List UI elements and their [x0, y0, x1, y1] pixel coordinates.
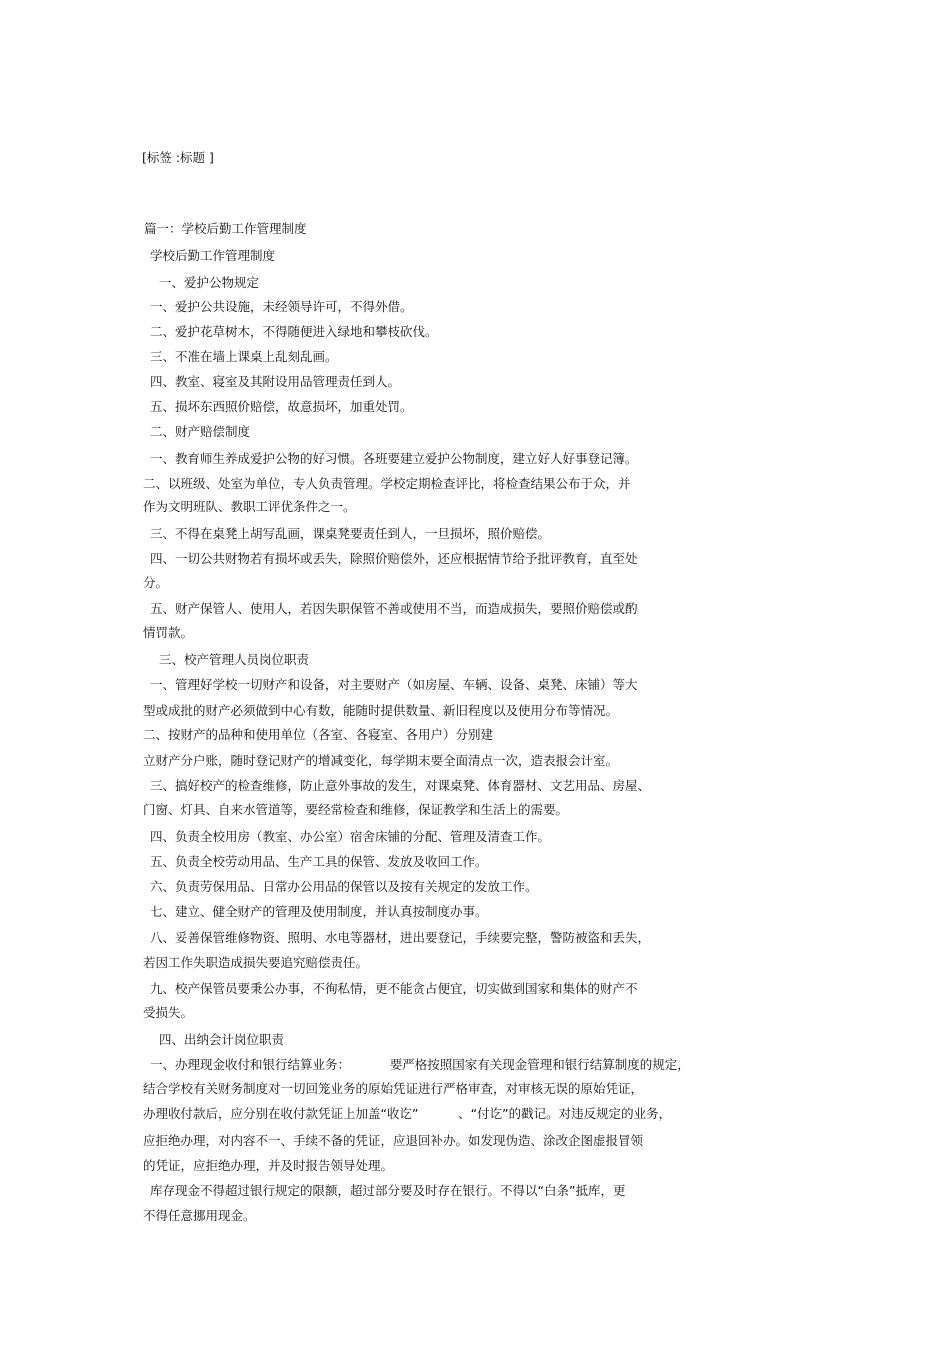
paragraph-line: 二、以班级、处室为单位，专人负责管理。学校定期检查评比，将检查结果公布于众，并	[143, 476, 631, 491]
paragraph-line: 三、不得在桌凳上胡写乱画，课桌凳要责任到人，一旦损坏，照价赔偿。	[150, 526, 551, 541]
paragraph-line: 一、教育师生养成爱护公物的好习惯。各班要建立爱护公物制度，建立好人好事登记簿。	[150, 451, 638, 466]
article-heading: 篇一：学校后勤工作管理制度	[144, 221, 307, 236]
paragraph-line: 门窗、灯具、自来水管道等，要经常检查和维修，保证教学和生活上的需要。	[143, 802, 569, 817]
paragraph-line: 五、损坏东西照价赔偿，故意损坏，加重处罚。	[150, 399, 413, 414]
section-heading: 三、校产管理人员岗位职责	[159, 652, 310, 667]
paragraph-line: 六、负责劳保用品、日常办公用品的保管以及按有关规定的发放工作。	[150, 879, 538, 894]
paragraph-line: 八、妥善保管维修物资、照明、水电等器材，进出要登记，手续要完整，警防被盗和丢失，	[150, 930, 651, 945]
paragraph-line: 一、办理现金收付和银行结算业务： 要严格按照国家有关现金管理和银行结算制度的规定，	[150, 1057, 690, 1072]
tag-line: [标签 :标题 ]	[142, 150, 214, 165]
section-heading: 一、爱护公物规定	[159, 275, 260, 290]
paragraph-line: 情罚款。	[143, 625, 194, 640]
paragraph-line: 受损失。	[143, 1005, 194, 1020]
paragraph-line: 办理收付款后，应分别在收付款凭证上加盖“收讫” 、“付讫”的戳记。对违反规定的业务，	[143, 1106, 672, 1121]
paragraph-line: 分。	[143, 575, 169, 590]
paragraph-line: 一、爱护公共设施，未经领导许可，不得外借。	[150, 299, 413, 314]
paragraph-line: 一、管理好学校一切财产和设备，对主要财产（如房屋、车辆、设备、桌凳、床铺）等大	[150, 677, 638, 692]
paragraph-line: 库存现金不得超过银行规定的限额，超过部分要及时存在银行。不得以“白条”抵库，更	[150, 1183, 626, 1198]
paragraph-line: 四、负责全校用房（教室、办公室）宿舍床铺的分配、管理及清查工作。	[150, 829, 551, 844]
document-title: 学校后勤工作管理制度	[150, 248, 276, 263]
section-heading: 二、财产赔偿制度	[150, 424, 251, 439]
paragraph-line: 四、教室、寝室及其附设用品管理责任到人。	[150, 374, 401, 389]
paragraph-line: 立财产分户账，随时登记财产的增减变化，每学期末要全面清点一次，造表报会计室。	[143, 753, 619, 768]
paragraph-line: 型或成批的财产必须做到中心有数，能随时提供数量、新旧程度以及使用分布等情况。	[143, 703, 619, 718]
paragraph-line: 作为文明班队、教职工评优条件之一。	[143, 499, 356, 514]
paragraph-line: 九、校产保管员要秉公办事，不徇私情，更不能贪占便宜，切实做到国家和集体的财产不	[150, 981, 638, 996]
paragraph-line: 三、不准在墙上课桌上乱刻乱画。	[150, 349, 338, 364]
paragraph-line: 五、财产保管人、使用人，若因失职保管不善或使用不当，而造成损失，要照价赔偿或酌	[150, 601, 638, 616]
paragraph-line: 应拒绝办理，对内容不一、手续不备的凭证，应退回补办。如发现伪造、涂改企图虚报冒领	[143, 1133, 644, 1148]
paragraph-line: 二、按财产的品种和使用单位（各室、各寝室、各用户）分别建	[143, 727, 494, 742]
paragraph-line: 不得任意挪用现金。	[143, 1208, 256, 1223]
paragraph-line: 若因工作失职造成损失要追究赔偿责任。	[143, 955, 369, 970]
section-heading: 四、出纳会计岗位职责	[159, 1032, 285, 1047]
paragraph-line: 二、爱护花草树木，不得随便进入绿地和攀枝砍伐。	[150, 324, 438, 339]
paragraph-line: 三、搞好校产的检查维修，防止意外事故的发生，对课桌凳、体育器材、文艺用品、房屋、	[150, 778, 651, 793]
paragraph-line: 五、负责全校劳动用品、生产工具的保管、发放及收回工作。	[150, 854, 488, 869]
paragraph-line: 结合学校有关财务制度对一切回笼业务的原始凭证进行严格审查，对审核无误的原始凭证，	[143, 1081, 644, 1096]
paragraph-line: 四、一切公共财物若有损坏或丢失，除照价赔偿外，还应根据情节给予批评教育，直至处	[150, 551, 638, 566]
paragraph-line: 的凭证，应拒绝办理，并及时报告领导处理。	[143, 1158, 394, 1173]
paragraph-line: 七、建立、健全财产的管理及使用制度，并认真按制度办事。	[150, 904, 488, 919]
